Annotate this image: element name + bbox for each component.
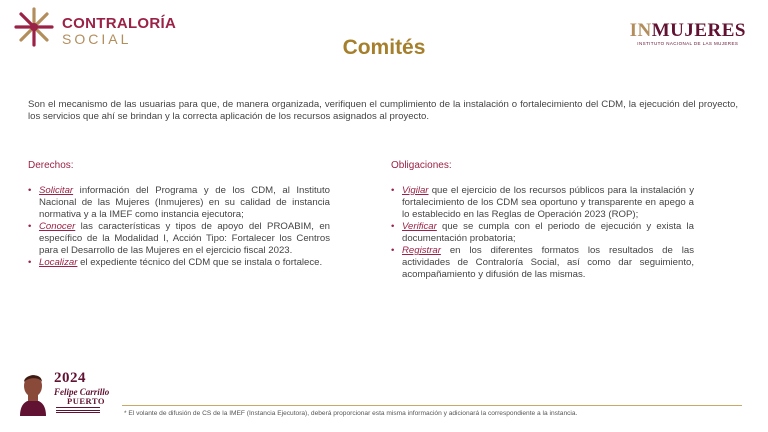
felipe-carrillo-puerto-seal — [10, 364, 128, 420]
portrait-icon — [16, 366, 50, 416]
footer-divider — [122, 405, 742, 406]
inmujeres-rest: MUJERES — [651, 20, 746, 41]
seal-lines — [56, 407, 100, 415]
item-verb: Solicitar — [39, 185, 74, 196]
derechos-item — [28, 185, 330, 221]
obligaciones-item — [391, 185, 694, 221]
bullet-icon: • — [391, 245, 395, 256]
item-verb: Conocer — [39, 221, 76, 232]
item-text: el expediente técnico del CDM que se instala o fortalece. — [77, 257, 323, 268]
obligaciones-column — [391, 160, 694, 281]
seal-year: 2024 — [54, 370, 86, 386]
item-text: las características y tipos de apoyo del PROABIM, en específico de la Modalidad I, Acción Tipo: Fortalecer los Centros para el Desarrollo de las Mujeres en el ejercicio fiscal 2023. — [39, 221, 330, 256]
obligaciones-list — [391, 185, 694, 281]
seal-name1: Felipe Carrillo — [54, 387, 110, 397]
bullet-icon: • — [28, 257, 32, 268]
item-text: información del Programa y de los CDM, al Instituto Nacional de las Mujeres (Inmujeres) en su calidad de instancia normativa y a la IMEF como instancia ejecutora; — [39, 185, 330, 220]
derechos-list — [28, 185, 330, 269]
obligaciones-item — [391, 221, 694, 245]
page-title: Comités — [342, 36, 426, 59]
bullet-icon: • — [391, 221, 395, 232]
derechos-column — [28, 160, 330, 269]
item-text: que se cumpla con el periodo de ejecución y exista la documentación probatoria; — [402, 221, 694, 244]
item-verb: Verificar — [402, 221, 437, 232]
footnote: * El volante de difusión de CS de la IMEF (Instancia Ejecutora), deberá proporcionar esta misma información y adicionará la correspondiente a la instancia. — [124, 410, 578, 417]
item-verb: Vigilar — [402, 185, 429, 196]
derechos-item — [28, 221, 330, 257]
item-text: que el ejercicio de los recursos públicos para la instalación y fortalecimiento de los CDM sea oportuno y transparente en apego a lo establecido en las Reglas de Operación 2023 (ROP); — [402, 185, 694, 220]
bullet-icon: • — [28, 185, 32, 196]
obligaciones-item — [391, 245, 694, 281]
intro-paragraph: Son el mecanismo de las usuarias para que, de manera organizada, verifiquen el cumplimiento de la instalación o fortalecimiento del CDM, la ejecución del proyecto, los servicios que ahí se brindan y la correcta aplicación de los recursos asignados al proyecto. — [28, 99, 738, 122]
obligaciones-heading: Obligaciones: — [391, 160, 452, 171]
logo-line1: CONTRALORÍA — [62, 15, 177, 32]
derechos-heading: Derechos: — [28, 160, 74, 171]
logo-line2: SOCIAL — [62, 31, 132, 47]
inmujeres-subtitle: INSTITUTO NACIONAL DE LAS MUJERES — [637, 41, 739, 46]
item-text: en los diferentes formatos los resultados de las actividades de Contraloría Social, así como dar seguimiento, acompañamiento y difusión de las mismas. — [402, 245, 694, 280]
item-verb: Localizar — [39, 257, 78, 268]
derechos-item — [28, 257, 330, 269]
bullet-icon: • — [28, 221, 32, 232]
seal-name2: PUERTO — [67, 396, 105, 406]
item-verb: Registrar — [402, 245, 441, 256]
bullet-icon: • — [391, 185, 395, 196]
inmujeres-prefix: IN — [629, 20, 652, 41]
